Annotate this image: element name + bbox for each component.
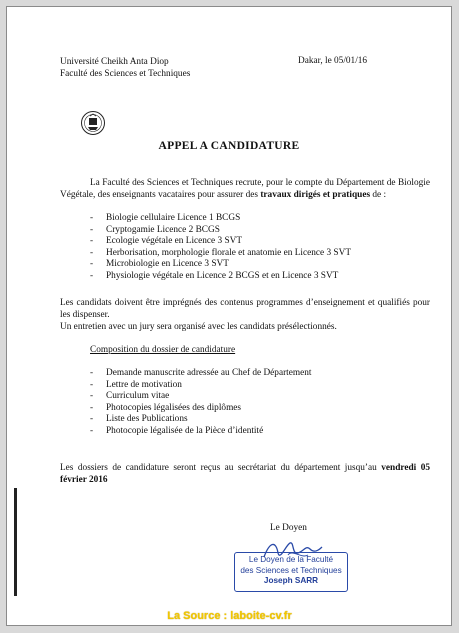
course-item: - Microbiologie en Licence 3 SVT (90, 259, 351, 271)
source-footer: La Source : laboite-cv.fr (167, 610, 292, 622)
course-item: - Cryptogamie Licence 2 BCGS (90, 225, 351, 237)
course-list (90, 213, 351, 282)
intro-text-start: La Faculté des Sciences et Techniques recrute, pour le compte du Département de Biologie Végétale, des enseignants vacataires pour assurer des (60, 178, 430, 200)
dossier-list (90, 368, 311, 437)
deadline-date: vendredi 05 février 2016 (60, 463, 430, 485)
scan-edge-mark (14, 488, 17, 596)
dossier-item: - Photocopie légalisée de la Pièce d’identité (90, 426, 311, 438)
dossier-item: - Lettre de motivation (90, 380, 311, 392)
interview-paragraph: Un entretien avec un jury sera organisé avec les candidats présélectionnés. (60, 322, 337, 332)
course-item: - Biologie cellulaire Licence 1 BCGS (90, 213, 351, 225)
stamp-line-3: Joseph SARR (263, 576, 319, 585)
intro-text-end: de : (370, 190, 387, 200)
requirements-paragraph: Les candidats doivent être imprégnés des contenus programmes d’enseignement et qualifiés pour les dispenser. (60, 298, 430, 320)
official-stamp (234, 552, 348, 592)
page-title: APPEL A CANDIDATURE (158, 140, 300, 152)
course-item: - Ecologie végétale en Licence 3 SVT (90, 236, 351, 248)
deadline-paragraph (60, 462, 430, 486)
deadline-text: Les dossiers de candidature seront reçus au secrétariat du département jusqu’au (60, 463, 382, 473)
course-item: - Physiologie végétale en Licence 2 BCGS et en Licence 3 SVT (90, 271, 351, 283)
dossier-heading: Composition du dossier de candidature (90, 345, 236, 355)
intro-paragraph (60, 177, 430, 201)
university-name: Université Cheikh Anta Diop (60, 57, 169, 67)
place-date: Dakar, le 05/01/16 (298, 56, 368, 66)
signatory-title: Le Doyen (270, 523, 307, 533)
university-logo-icon (80, 110, 106, 136)
course-item: - Herborisation, morphologie florale et anatomie en Licence 3 SVT (90, 248, 351, 260)
dossier-item: - Curriculum vitae (90, 391, 311, 403)
dossier-item: - Liste des Publications (90, 414, 311, 426)
stamp-line-2: des Sciences et Techniques (240, 565, 342, 575)
intro-text-bold: travaux dirigés et pratiques (260, 190, 371, 200)
faculty-name: Faculté des Sciences et Techniques (60, 69, 191, 79)
dossier-item: - Demande manuscrite adressée au Chef de Département (90, 368, 311, 380)
stamp-line-1: Le Doyen de la Faculté (248, 555, 334, 564)
dossier-item: - Photocopies légalisées des diplômes (90, 403, 311, 415)
institution-block (60, 56, 190, 80)
document-page (12, 12, 446, 616)
